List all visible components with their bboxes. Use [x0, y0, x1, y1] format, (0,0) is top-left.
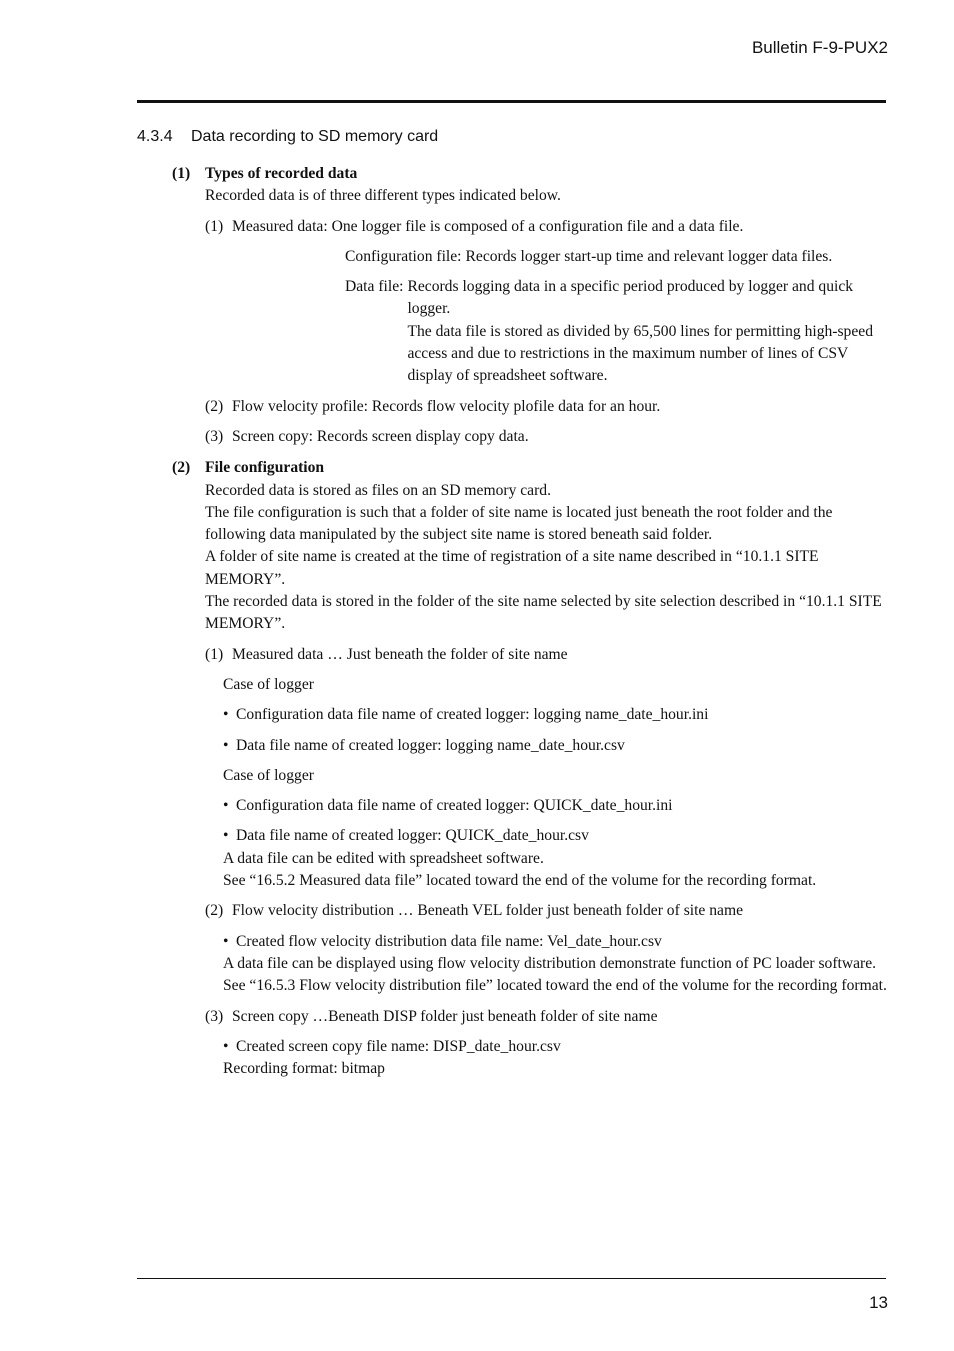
definition-configuration-file — [345, 246, 888, 268]
bullet-text: Configuration data file name of created logger: QUICK_date_hour.ini — [236, 797, 673, 815]
bullet-item — [223, 1036, 888, 1058]
section-title: Data recording to SD memory card — [191, 128, 439, 145]
section-number: 4.3.4 — [137, 128, 173, 145]
paragraph: The file configuration is such that a folder of site name is located just beneath the root folder and the following data manipulated by the subject site name is stored beneath said folder. — [205, 503, 833, 544]
case-label: Case of logger — [223, 675, 314, 693]
list-item — [205, 644, 888, 666]
item-text: Flow velocity distribution … Beneath VEL folder just beneath folder of site name — [232, 902, 744, 920]
paragraph: The recorded data is stored in the folder of the site name selected by site selection described in “10.1.1 SITE MEMORY”. — [205, 593, 882, 633]
item-text: Screen copy: Records screen display copy data. — [232, 427, 529, 445]
part2-label: (2) — [172, 459, 191, 477]
definition-desc: Records logger start-up time and relevant logger data files. — [465, 247, 833, 265]
item-number: (2) — [205, 397, 224, 415]
bullet-item — [223, 795, 888, 817]
bullet-text: Created flow velocity distribution data file name: Vel_date_hour.csv — [236, 932, 662, 950]
bulletin-id: Bulletin F-9-PUX2 — [751, 38, 888, 57]
item-number: (1) — [205, 217, 224, 235]
item-text: Measured data … Just beneath the folder of site name — [232, 645, 568, 663]
velocity-details — [223, 931, 888, 998]
bullet-icon: • — [223, 736, 229, 754]
item-text: Flow velocity profile: Records flow velocity plofile data for an hour. — [232, 397, 661, 415]
note: A data file can be edited with spreadsheet software. — [223, 849, 544, 867]
paragraph: A folder of site name is created at the time of registration of a site name described in “10.1.1 SITE MEMORY”. — [205, 548, 819, 588]
screen-copy-details — [223, 1036, 888, 1081]
list-item — [205, 426, 888, 448]
bullet-item — [223, 825, 888, 847]
bullet-icon: • — [223, 827, 229, 845]
file-configuration — [172, 457, 888, 1080]
bullet-icon: • — [223, 706, 229, 724]
note: See “16.5.3 Flow velocity distribution file” located toward the end of the volume for the recording format. — [223, 977, 887, 995]
definition-desc: The data file is stored as divided by 65,500 lines for permitting high-speed access and due to restrictions in the maximum number of lines of CSV display of spreadsheet software. — [407, 322, 873, 385]
bullet-icon: • — [223, 797, 229, 815]
item-number: (2) — [205, 902, 224, 920]
header-rule — [137, 100, 886, 103]
list-item — [205, 900, 888, 922]
item-number: (1) — [205, 645, 224, 663]
item-number: (3) — [205, 1007, 224, 1025]
bullet-item — [223, 704, 888, 726]
list-item — [205, 216, 888, 238]
note: A data file can be displayed using flow velocity distribution demonstrate function of PC loader software. — [223, 954, 877, 972]
footer-rule — [137, 1278, 886, 1279]
bullet-item — [223, 735, 888, 757]
section-heading — [137, 128, 438, 146]
measured-data-definitions — [345, 246, 888, 388]
item-text: Measured data: One logger file is composed of a configuration file and a data file. — [232, 217, 744, 235]
item-text: Screen copy …Beneath DISP folder just beneath folder of site name — [232, 1007, 658, 1025]
bullet-text: Data file name of created logger: QUICK_date_hour.csv — [236, 827, 589, 845]
definition-desc: Records logging data in a specific period produced by logger and quick logger. — [407, 278, 854, 318]
list-item — [205, 396, 888, 418]
list-item — [205, 1006, 888, 1028]
bullet-icon: • — [223, 932, 229, 950]
page-body — [172, 163, 888, 1080]
paragraph: Recorded data is stored as files on an SD memory card. — [205, 481, 551, 499]
measured-data-details — [223, 674, 888, 892]
types-of-recorded-data — [172, 163, 888, 448]
note: See “16.5.2 Measured data file” located toward the end of the volume for the recording format. — [223, 872, 817, 890]
part1-intro: Recorded data is of three different types indicated below. — [205, 187, 561, 205]
case-label: Case of logger — [223, 766, 314, 784]
part2-title: File configuration — [205, 459, 325, 477]
part1-title: Types of recorded data — [205, 165, 358, 182]
note: Recording format: bitmap — [223, 1060, 385, 1078]
bullet-icon: • — [223, 1037, 229, 1055]
item-number: (3) — [205, 427, 224, 445]
bullet-text: Data file name of created logger: logging name_date_hour.csv — [236, 736, 625, 754]
definition-term: Configuration file: — [345, 247, 462, 265]
part1-label: (1) — [172, 165, 191, 182]
bullet-text: Created screen copy file name: DISP_date_hour.csv — [236, 1037, 561, 1055]
page-number: 13 — [869, 1293, 888, 1312]
bullet-text: Configuration data file name of created logger: logging name_date_hour.ini — [236, 706, 709, 724]
bullet-item — [223, 931, 888, 953]
definition-data-file — [345, 276, 888, 387]
definition-term: Data file: — [345, 278, 404, 296]
